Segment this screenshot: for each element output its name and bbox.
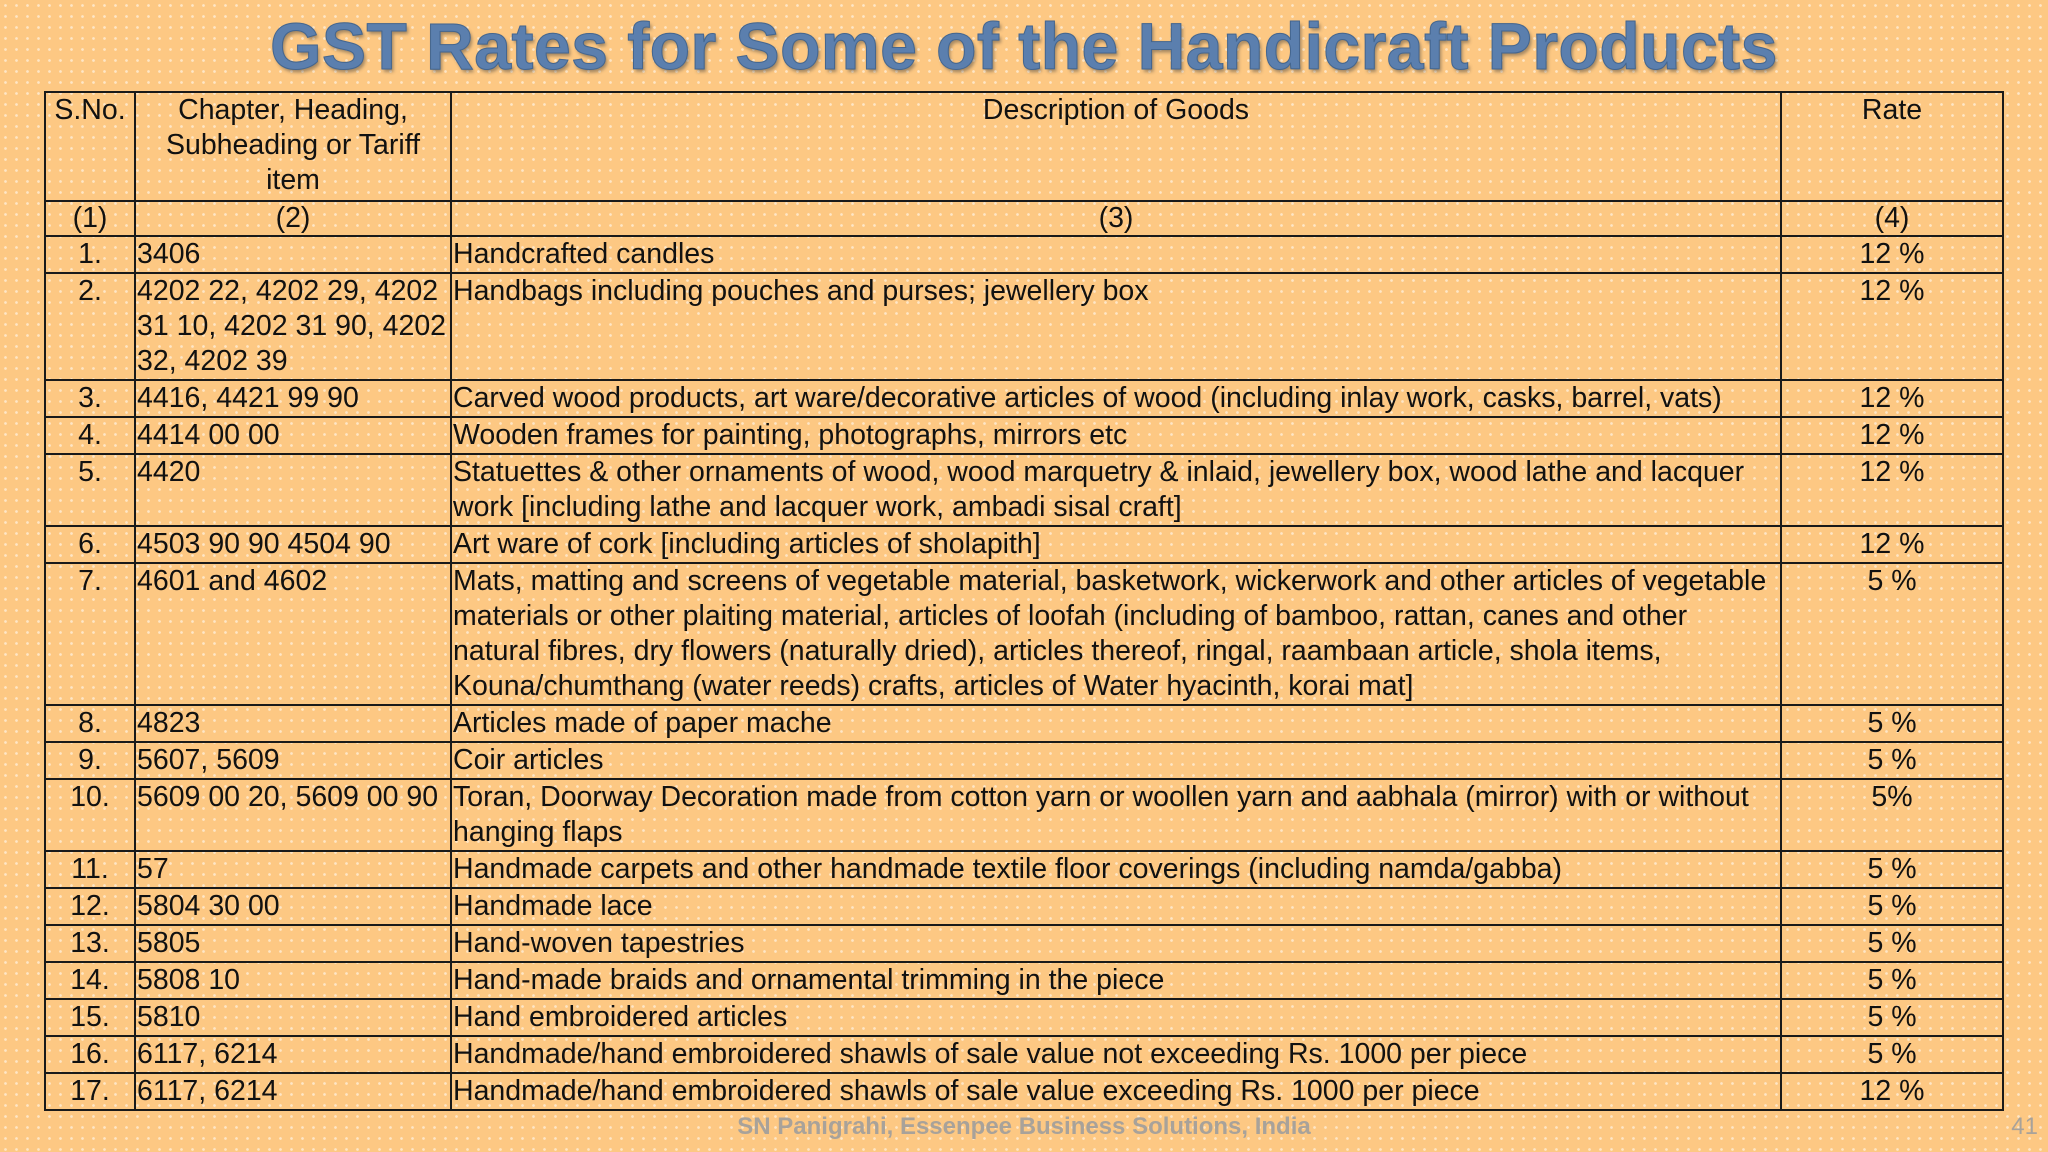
row-sno: 6. — [45, 526, 135, 563]
row-rate: 5 % — [1781, 962, 2003, 999]
row-rate: 5 % — [1781, 705, 2003, 742]
row-chapter-code: 5808 10 — [135, 962, 451, 999]
header-sno: S.No. — [45, 92, 135, 201]
column-number-row — [45, 201, 2003, 236]
row-sno: 8. — [45, 705, 135, 742]
table-row — [45, 705, 2003, 742]
table-body — [45, 236, 2003, 1110]
row-description: Handbags including pouches and purses; jewellery box — [451, 273, 1781, 380]
row-sno: 14. — [45, 962, 135, 999]
table-row — [45, 962, 2003, 999]
row-description: Hand-made braids and ornamental trimming in the piece — [451, 962, 1781, 999]
row-description: Articles made of paper mache — [451, 705, 1781, 742]
row-rate: 12 % — [1781, 236, 2003, 273]
row-rate: 5 % — [1781, 742, 2003, 779]
table-row — [45, 273, 2003, 380]
row-sno: 2. — [45, 273, 135, 380]
row-rate: 12 % — [1781, 526, 2003, 563]
row-sno: 12. — [45, 888, 135, 925]
row-description: Handmade/hand embroidered shawls of sale value not exceeding Rs. 1000 per piece — [451, 1036, 1781, 1073]
row-description: Handcrafted candles — [451, 236, 1781, 273]
gst-rates-table — [44, 91, 2004, 1111]
row-chapter-code: 5609 00 20, 5609 00 90 — [135, 779, 451, 851]
row-description: Hand embroidered articles — [451, 999, 1781, 1036]
row-description: Statuettes & other ornaments of wood, wood marquetry & inlaid, jewellery box, wood lathe and lacquer work [including lathe and lacquer work, ambadi sisal craft] — [451, 454, 1781, 526]
row-sno: 17. — [45, 1073, 135, 1110]
table-row — [45, 454, 2003, 526]
row-description: Handmade carpets and other handmade textile floor coverings (including namda/gabba) — [451, 851, 1781, 888]
row-sno: 16. — [45, 1036, 135, 1073]
page-number: 41 — [2011, 1113, 2038, 1140]
row-sno: 5. — [45, 454, 135, 526]
row-rate: 5 % — [1781, 851, 2003, 888]
row-sno: 4. — [45, 417, 135, 454]
row-description: Art ware of cork [including articles of sholapith] — [451, 526, 1781, 563]
row-chapter-code: 4420 — [135, 454, 451, 526]
row-chapter-code: 6117, 6214 — [135, 1073, 451, 1110]
row-chapter-code: 5805 — [135, 925, 451, 962]
header-chapter: Chapter, Heading, Subheading or Tariff item — [135, 92, 451, 201]
row-chapter-code: 4416, 4421 99 90 — [135, 380, 451, 417]
table-row — [45, 1036, 2003, 1073]
column-number: (4) — [1781, 201, 2003, 236]
row-chapter-code: 4503 90 90 4504 90 — [135, 526, 451, 563]
row-chapter-code: 4601 and 4602 — [135, 563, 451, 705]
header-description: Description of Goods — [451, 92, 1781, 201]
row-chapter-code: 57 — [135, 851, 451, 888]
header-rate: Rate — [1781, 92, 2003, 201]
table-row — [45, 417, 2003, 454]
row-chapter-code: 4414 00 00 — [135, 417, 451, 454]
row-rate: 5 % — [1781, 888, 2003, 925]
column-number: (3) — [451, 201, 1781, 236]
row-rate: 12 % — [1781, 380, 2003, 417]
row-chapter-code: 4202 22, 4202 29, 4202 31 10, 4202 31 90, 4202 32, 4202 39 — [135, 273, 451, 380]
row-sno: 1. — [45, 236, 135, 273]
row-chapter-code: 3406 — [135, 236, 451, 273]
table-row — [45, 779, 2003, 851]
row-sno: 11. — [45, 851, 135, 888]
table-header-row — [45, 92, 2003, 201]
slide-title: GST Rates for Some of the Handicraft Products — [270, 9, 1778, 83]
row-description: Hand-woven tapestries — [451, 925, 1781, 962]
table-row — [45, 1073, 2003, 1110]
table-row — [45, 526, 2003, 563]
row-description: Wooden frames for painting, photographs, mirrors etc — [451, 417, 1781, 454]
row-rate: 5 % — [1781, 925, 2003, 962]
column-number: (1) — [45, 201, 135, 236]
table-row — [45, 851, 2003, 888]
table-row — [45, 925, 2003, 962]
row-description: Coir articles — [451, 742, 1781, 779]
table-row — [45, 999, 2003, 1036]
row-sno: 15. — [45, 999, 135, 1036]
row-chapter-code: 6117, 6214 — [135, 1036, 451, 1073]
row-rate: 5 % — [1781, 999, 2003, 1036]
footer-credit: SN Panigrahi, Essenpee Business Solutions, India — [737, 1113, 1311, 1140]
row-description: Mats, matting and screens of vegetable material, basketwork, wickerwork and other articles of vegetable materials or other plaiting material, articles of loofah (including of bamboo, rattan, canes and other natural fibres, dry flowers (naturally dried), articles thereof, ringal, raambaan article, shola items, Kouna/chumthang (water reeds) crafts, articles of Water hyacinth, korai mat] — [451, 563, 1781, 705]
row-sno: 7. — [45, 563, 135, 705]
row-description: Toran, Doorway Decoration made from cotton yarn or woollen yarn and aabhala (mirror) with or without hanging flaps — [451, 779, 1781, 851]
row-sno: 10. — [45, 779, 135, 851]
row-sno: 3. — [45, 380, 135, 417]
row-rate: 12 % — [1781, 417, 2003, 454]
table-row — [45, 742, 2003, 779]
row-chapter-code: 5804 30 00 — [135, 888, 451, 925]
row-description: Handmade lace — [451, 888, 1781, 925]
row-rate: 5% — [1781, 779, 2003, 851]
table-row — [45, 888, 2003, 925]
table-row — [45, 563, 2003, 705]
row-rate: 5 % — [1781, 1036, 2003, 1073]
row-rate: 12 % — [1781, 273, 2003, 380]
table-row — [45, 380, 2003, 417]
row-chapter-code: 5607, 5609 — [135, 742, 451, 779]
row-rate: 12 % — [1781, 454, 2003, 526]
column-number: (2) — [135, 201, 451, 236]
row-chapter-code: 5810 — [135, 999, 451, 1036]
row-description: Carved wood products, art ware/decorative articles of wood (including inlay work, casks, barrel, vats) — [451, 380, 1781, 417]
table-row — [45, 236, 2003, 273]
row-description: Handmade/hand embroidered shawls of sale value exceeding Rs. 1000 per piece — [451, 1073, 1781, 1110]
row-rate: 5 % — [1781, 563, 2003, 705]
row-rate: 12 % — [1781, 1073, 2003, 1110]
row-sno: 13. — [45, 925, 135, 962]
row-sno: 9. — [45, 742, 135, 779]
row-chapter-code: 4823 — [135, 705, 451, 742]
